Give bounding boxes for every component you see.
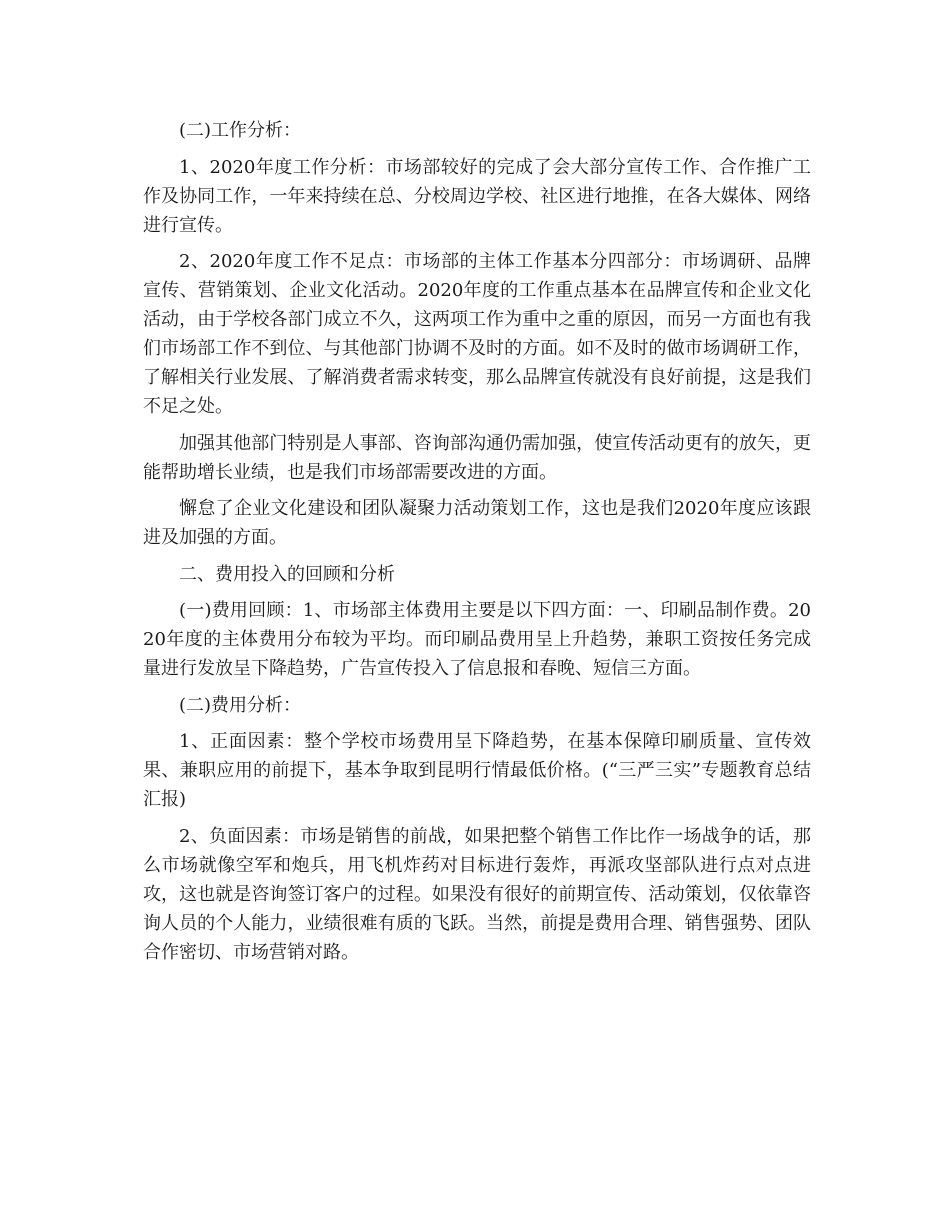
subheading-cost-analysis: (二)费用分析： <box>179 694 302 716</box>
paragraph-positive-factors: 1、正面因素：整个学校市场费用呈下降趋势，在基本保障印刷质量、宣传效果、兼职应用的前提下，基本争取到昆明行情最低价格。(“三严三实”专题教育总结汇报) <box>143 731 811 810</box>
paragraph-cost-review: (一)费用回顾：1、市场部主体费用主要是以下四方面：一、印刷品制作费。2020年度的主体费用分布较为平均。而印刷品费用呈上升趋势，兼职工资按任务完成量进行发放呈下降趋势，广告宣传投入了信息报和春晚、短信三方面。 <box>143 600 811 679</box>
document-body <box>143 116 811 974</box>
paragraph-department-communication: 加强其他部门特别是人事部、咨询部沟通仍需加强，使宣传活动更有的放矢，更能帮助增长业绩，也是我们市场部需要改进的方面。 <box>143 432 811 483</box>
paragraph-negative-factors: 2、负面因素：市场是销售的前战，如果把整个销售工作比作一场战争的话，那么市场就像空军和炮兵，用飞机炸药对目标进行轰炸，再派攻坚部队进行点对点进攻，这也就是咨询签订客户的过程。如果没有很好的前期宣传、活动策划，仅依靠咨询人员的个人能力，业绩很难有质的飞跃。当然，前提是费用合理、销售强势、团队合作密切、市场营销对路。 <box>143 825 811 963</box>
paragraph-work-shortcomings: 2、2020年度工作不足点：市场部的主体工作基本分四部分：市场调研、品牌宣传、营销策划、企业文化活动。2020年度的工作重点基本在品牌宣传和企业文化活动，由于学校各部门成立不久，这两项工作为重中之重的原因，而另一方面也有我们市场部工作不到位、与其他部门协调不及时的方面。如不及时的做市场调研工作，了解相关行业发展、了解消费者需求转变，那么品牌宣传就没有良好前提，这是我们不足之处。 <box>143 251 811 417</box>
paragraph-corporate-culture: 懈怠了企业文化建设和团队凝聚力活动策划工作，这也是我们2020年度应该跟进及加强的方面。 <box>143 498 811 548</box>
section-heading-cost-review: 二、费用投入的回顾和分析 <box>179 563 395 585</box>
paragraph-work-analysis-2020: 1、2020年度工作分析：市场部较好的完成了会大部分宣传工作、合作推广工作及协同工作，一年来持续在总、分校周边学校、社区进行地推，在各大媒体、网络进行宣传。 <box>143 156 811 236</box>
subheading-work-analysis: (二)工作分析： <box>179 120 302 141</box>
